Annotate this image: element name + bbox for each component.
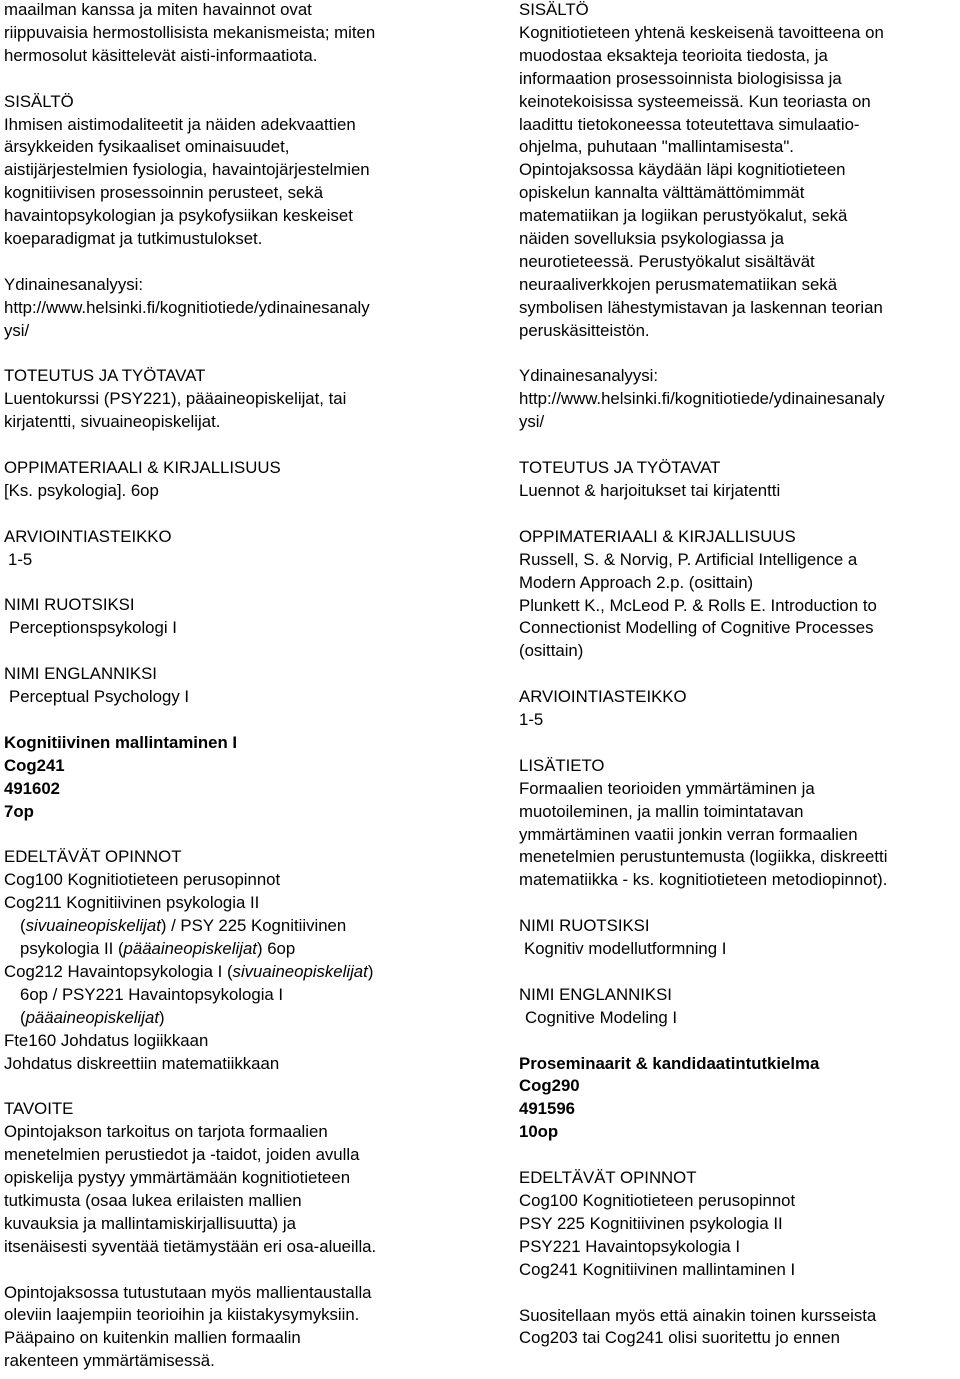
intro-paragraph <box>4 0 464 68</box>
text-line: neuraaliverkkojen perusmatematiikan sekä <box>519 274 838 294</box>
right-column <box>519 0 959 1350</box>
ydinaines-section <box>4 274 464 343</box>
text-line: kuvauksia ja mallintamiskirjallisuutta) ja <box>4 1213 296 1233</box>
text-line: koeparadigmat ja tutkimustulokset. <box>4 229 263 249</box>
text-line: oleviin laajempiin teorioihin ja kiistakysymyksiin. <box>4 1305 360 1325</box>
text-line: Opintojakson tarkoitus on tarjota formaalien <box>4 1122 328 1142</box>
text-line: muodostaa eksakteja teorioita tiedosta, ja <box>519 45 828 65</box>
toteutus-section <box>4 365 464 434</box>
text-line: menetelmien perustuntemusta (logiikka, diskreetti <box>519 847 888 867</box>
ruotsi-section <box>519 915 959 961</box>
lisatieto-section <box>519 755 959 892</box>
url-link[interactable]: ysi/ <box>4 320 30 340</box>
toteutus-section <box>519 457 959 503</box>
text-line <box>4 915 464 938</box>
text-line: Cog241 Kognitiivinen mallintaminen I <box>519 1259 796 1279</box>
suositus-paragraph <box>519 1305 959 1351</box>
text-line: peruskäsitteistön. <box>519 320 650 340</box>
italic-text: pääaineopiskelijat <box>123 939 257 959</box>
text-line: PSY221 Havaintopsykologia I <box>519 1236 741 1256</box>
section-heading: ARVIOINTIASTEIKKO <box>4 526 172 546</box>
italic-text: pääaineopiskelijat <box>25 1007 160 1027</box>
text-line: muotoileminen, ja mallin toimintatavan <box>519 801 804 821</box>
italic-text: sivuaineopiskelijat <box>25 916 161 936</box>
text-line: [Ks. psykologia]. 6op <box>4 480 159 500</box>
grade-scale: 1-5 <box>8 549 33 569</box>
text-part: ) 6op <box>256 939 296 959</box>
tavoite-paragraph-2 <box>4 1282 464 1374</box>
text-part: psykologia II ( <box>20 939 124 959</box>
text-line: Cog203 tai Cog241 olisi suoritettu jo ennen <box>519 1328 840 1348</box>
text-line: Opintojaksossa tutustutaan myös mallientaustalla <box>4 1282 372 1302</box>
text-line: maailman kanssa ja miten havainnot ovat <box>4 0 312 19</box>
text-line: ärsykkeiden fysikaaliset ominaisuudet, <box>4 137 290 157</box>
text-line: opiskelun kannalta välttämättömimmät <box>519 183 805 203</box>
ruotsi-section <box>4 594 464 640</box>
english-name: Perceptual Psychology I <box>9 687 190 707</box>
text-line: keinotekoisissa systeemeissä. Kun teoriasta on <box>519 91 871 111</box>
text-line: kirjatentti, sivuaineopiskelijat. <box>4 412 221 432</box>
text-line: Luentokurssi (PSY221), pääaineopiskelijat, tai <box>4 389 347 409</box>
section-heading: OPPIMATERIAALI & KIRJALLISUUS <box>519 526 796 546</box>
section-heading: SISÄLTÖ <box>519 0 589 19</box>
text-line: 6op / PSY221 Havaintopsykologia I <box>20 984 284 1004</box>
section-heading: ARVIOINTIASTEIKKO <box>519 687 687 707</box>
englanti-section <box>4 663 464 709</box>
section-heading: NIMI RUOTSIKSI <box>4 595 135 615</box>
swedish-name: Perceptionspsykologi I <box>9 618 177 638</box>
course-header <box>519 1053 959 1145</box>
text-line: PSY 225 Kognitiivinen psykologia II <box>519 1213 783 1233</box>
sisalto-section <box>519 0 959 343</box>
text-line: aistijärjestelmien fysiologia, havaintojärjestelmien <box>4 160 370 180</box>
section-heading: TOTEUTUS JA TYÖTAVAT <box>519 458 721 478</box>
text-line: Ihmisen aistimodaliteetit ja näiden adekvaattien <box>4 114 356 134</box>
text-line: (osittain) <box>519 641 584 661</box>
section-heading: TOTEUTUS JA TYÖTAVAT <box>4 366 206 386</box>
text-line <box>4 961 464 984</box>
text-line: Connectionist Modelling of Cognitive Processes <box>519 618 874 638</box>
text-line: Johdatus diskreettiin matematiikkaan <box>4 1053 280 1073</box>
text-line: Russell, S. & Norvig, P. Artificial Intelligence a <box>519 549 858 569</box>
text-line: Cog211 Kognitiivinen psykologia II <box>4 893 260 913</box>
text-line: Plunkett K., McLeod P. & Rolls E. Introduction to <box>519 595 877 615</box>
course-credits: 10op <box>519 1122 559 1142</box>
text-part: ) <box>367 961 374 981</box>
section-heading: EDELTÄVÄT OPINNOT <box>519 1168 697 1188</box>
text-line: Pääpaino on kuitenkin mallien formaalin <box>4 1328 301 1348</box>
grade-scale: 1-5 <box>519 710 544 730</box>
arviointi-section <box>4 526 464 572</box>
italic-text: sivuaineopiskelijat <box>232 961 368 981</box>
text-line: ymmärtäminen vaatii jonkin verran formaalien <box>519 824 858 844</box>
section-heading: Ydinainesanalyysi: <box>4 274 143 294</box>
arviointi-section <box>519 686 959 732</box>
section-heading: EDELTÄVÄT OPINNOT <box>4 847 182 867</box>
text-line: itsenäisesti syventää tietämystään eri osa-alueilla. <box>4 1236 377 1256</box>
course-header <box>4 732 464 824</box>
text-line: Formaalien teorioiden ymmärtäminen ja <box>519 778 815 798</box>
ydinaines-section <box>519 365 959 434</box>
section-heading: TAVOITE <box>4 1099 74 1119</box>
swedish-name: Kognitiv modellutformning I <box>524 939 727 959</box>
text-line: menetelmien perustiedot ja -taidot, joiden avulla <box>4 1145 360 1165</box>
course-title: Proseminaarit & kandidaatintutkielma <box>519 1053 820 1073</box>
section-heading: LISÄTIETO <box>519 755 605 775</box>
section-heading: OPPIMATERIAALI & KIRJALLISUUS <box>4 458 281 478</box>
text-part: Cog212 Havaintopsykologia I ( <box>4 961 233 981</box>
text-line <box>4 1007 464 1030</box>
edeltavat-section <box>519 1167 959 1282</box>
text-line: matematiikka - ks. kognitiotieteen metodiopinnot). <box>519 870 888 890</box>
text-line: Fte160 Johdatus logiikkaan <box>4 1030 209 1050</box>
text-line: matematiikan ja logiikan perustyökalut, sekä <box>519 206 848 226</box>
text-line: rakenteen ymmärtämisessä. <box>4 1351 215 1371</box>
text-line: opiskelija pystyy ymmärtämään kognitiotieteen <box>4 1168 351 1188</box>
text-part: ) / PSY 225 Kognitiivinen <box>160 916 347 936</box>
tavoite-section <box>4 1098 464 1258</box>
left-column <box>4 0 464 1373</box>
text-line: Luennot & harjoitukset tai kirjatentti <box>519 481 781 500</box>
text-line: Cog100 Kognitiotieteen perusopinnot <box>519 1190 796 1210</box>
text-line: Suositellaan myös että ainakin toinen kursseista <box>519 1305 877 1325</box>
text-line: ohjelma, puhutaan "mallintamisesta". <box>519 137 794 157</box>
course-title: Kognitiivinen mallintaminen I <box>4 732 238 752</box>
course-number: 491602 <box>4 778 60 798</box>
section-heading: Ydinainesanalyysi: <box>519 366 658 386</box>
text-line <box>4 938 464 961</box>
text-line: symbolisen lähestymistavan ja laskennan teorian <box>519 297 883 317</box>
url-link[interactable]: ysi/ <box>519 412 545 432</box>
text-part: ) <box>159 1007 165 1027</box>
text-line: Kognitiotieteen yhtenä keskeisenä tavoitteena on <box>519 22 884 42</box>
course-code: Cog290 <box>519 1076 580 1096</box>
url-link[interactable]: http://www.helsinki.fi/kognitiotiede/ydinainesanaly <box>519 389 885 409</box>
text-line: Opintojaksossa käydään läpi kognitiotieteen <box>519 160 846 180</box>
text-line: riippuvaisia hermostollisista mekanismeista; miten <box>4 22 376 42</box>
edeltavat-section <box>4 846 464 1075</box>
text-line: näiden sovelluksia psykologiassa ja <box>519 229 784 249</box>
text-part: ( <box>20 916 26 936</box>
section-heading: SISÄLTÖ <box>4 91 74 111</box>
englanti-section <box>519 984 959 1030</box>
course-code: Cog241 <box>4 755 65 775</box>
text-line: Modern Approach 2.p. (osittain) <box>519 572 754 592</box>
section-heading: NIMI RUOTSIKSI <box>519 916 650 936</box>
text-line: tutkimusta (osaa lukea erilaisten mallien <box>4 1190 302 1210</box>
text-line: Cog100 Kognitiotieteen perusopinnot <box>4 870 281 890</box>
course-number: 491596 <box>519 1099 575 1119</box>
text-line: kognitiivisen prosessoinnin perusteet, sekä <box>4 183 324 203</box>
english-name: Cognitive Modeling I <box>525 1007 678 1027</box>
text-line: informaation prosessoinnista biologisissa ja <box>519 68 842 88</box>
sisalto-section <box>4 91 464 251</box>
course-credits: 7op <box>4 801 34 821</box>
oppimateriaali-section <box>519 526 959 663</box>
url-link[interactable]: http://www.helsinki.fi/kognitiotiede/ydinainesanaly <box>4 297 370 317</box>
text-part: ( <box>20 1007 26 1027</box>
text-line: hermosolut käsittelevät aisti-informaatiota. <box>4 45 318 65</box>
oppimateriaali-section <box>4 457 464 503</box>
text-line: havaintopsykologian ja psykofysiikan keskeiset <box>4 206 353 226</box>
section-heading: NIMI ENGLANNIKSI <box>519 984 672 1004</box>
text-line: neurotieteessä. Perustyökalut sisältävät <box>519 251 815 271</box>
section-heading: NIMI ENGLANNIKSI <box>4 664 157 684</box>
text-line: laadittu tietokoneessa toteutettava simulaatio- <box>519 114 860 134</box>
